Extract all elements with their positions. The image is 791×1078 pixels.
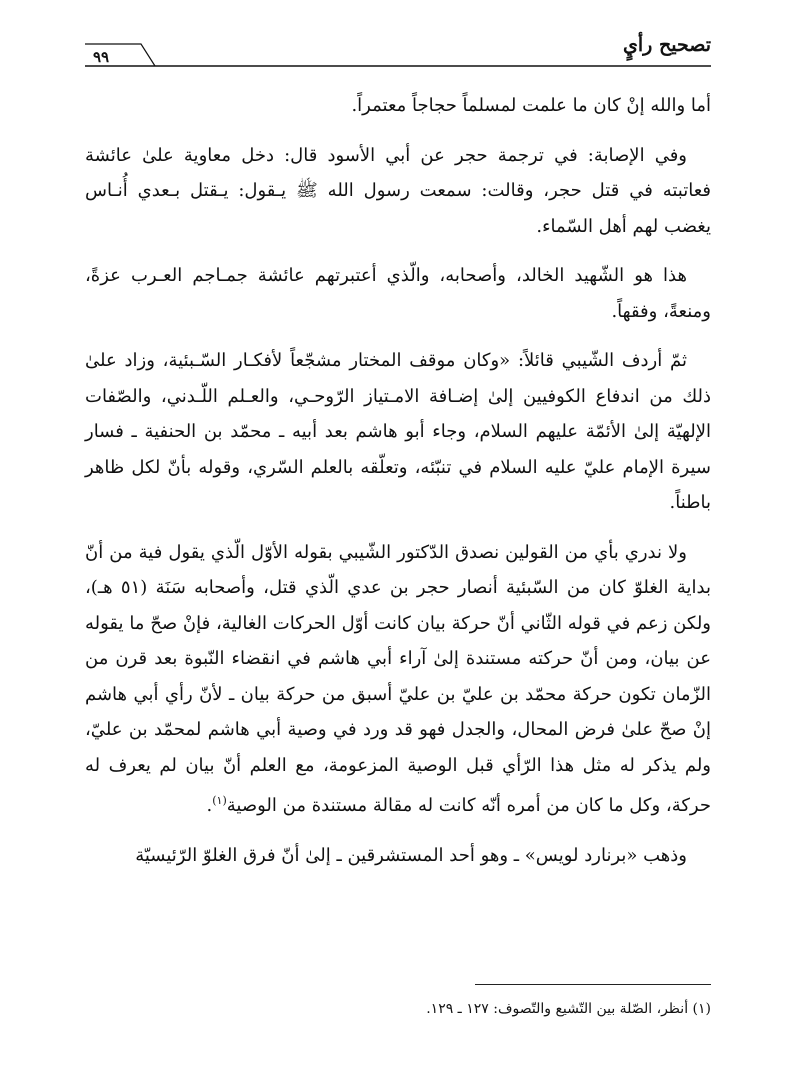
footnote-reference[interactable]: (١) (212, 794, 227, 807)
page-number: ٩٩ (93, 48, 110, 66)
paragraph-text: ولا ندري بأي من القولين نصدق الدّكتور الشّيبي بقوله الأوّل الّذي يقول فية من أنّ بداية الغلوّ كان من السّبئية أنصار حجر بن عدي الّذي قتل، وأصحابه سَنَة (٥١ هـ)، ولكن زعم في قوله الثّاني أنّ حركة بيان كانت أوّل الحركات الغالية، فإنْ صحّ ما يقوله عن بيان، ومن أنّ حركته مستندة إلىٰ آراء أبي هاشم في انقضاء النّبوة بعد قرن من الزّمان تكون حركة محمّد بن عليّ بن عليّ أسبق من حركة بيان ـ لأنّ رأي أبي هاشم إنْ صحّ علىٰ فرض المحال، والجدل فهو قد ورد في وصية أبي هاشم لمحمّد بن عليّ، ولم يذكر له مثل هذا الرّأي قبل الوصية المزعومة، مع العلم أنّ بيان لم يعرف له حركة، وكل ما كان من أمره أنّه كانت له مقالة مستندة من الوصية (85, 541, 711, 816)
paragraph: ولا ندري بأي من القولين نصدق الدّكتور الشّيبي بقوله الأوّل الّذي يقول فية من أنّ بداية الغلوّ كان من السّبئية أنصار حجر بن عدي الّذي قتل، وأصحابه سَنَة (٥١ هـ)، ولكن زعم في قوله الثّاني أنّ حركة بيان كانت أوّل الحركات الغالية، فإنْ صحّ ما يقوله عن بيان، ومن أنّ حركته مستندة إلىٰ آراء أبي هاشم في انقضاء النّبوة بعد قرن من الزّمان تكون حركة محمّد بن عليّ بن عليّ أسبق من حركة بيان ـ لأنّ رأي أبي هاشم إنْ صحّ علىٰ فرض المحال، والجدل فهو قد ورد في وصية أبي هاشم لمحمّد بن عليّ، ولم يذكر له مثل هذا الرّأي قبل الوصية المزعومة، مع العلم أنّ بيان لم يعرف له حركة، وكل ما كان من أمره أنّه كانت له مقالة مستندة من الوصية$^{(١)}$. (85, 541, 711, 816)
paragraph: أما والله إنْ كان ما علمت لمسلماً حجاجاً معتمراً. (351, 95, 711, 116)
paragraph: هذا هو الشّهيد الخالد، وأصحابه، والّذي أعتبرتهم عائشة جمـاجم العـرب عزةً، ومنعةً، وفقهاً. (85, 265, 711, 322)
body-text (85, 88, 711, 887)
paragraph: ثمّ أردف الشّيبي قائلاً: «وكان موقف المختار مشجّعاً لأفكـار السّـبئية، وزاد علىٰ ذلك من اندفاع الكوفيين إلىٰ إضـافة الامـتياز الرّوحـي، والعـلم اللّـدني، والصّفات الإلهيّة إلىٰ الأئمّة عليهم السلام، وجاء أبو هاشم بعد أبيه ـ محمّد بن الحنفية ـ فسار سيرة الإمام عليّ عليه السلام في تنبّئه، وتعلّقه بالعلم السّري، وقوله بأنّ لكل ظاهر باطناً. (85, 350, 711, 513)
running-title: تصحيح رأيٍ (623, 34, 711, 56)
page-header (85, 30, 711, 70)
footnote-divider (475, 984, 711, 985)
paragraph: وذهب «برنارد لويس» ـ وهو أحد المستشرقين ـ إلىٰ أنّ فرق الغلوّ الرّئيسيّة (135, 844, 687, 866)
footnote: (١) أنظر، الصّلة بين التّشيع والتّصوف: ١٢٧ ـ ١٢٩. (426, 1001, 711, 1017)
header-rule-graphic (85, 30, 711, 70)
paragraph: وفي الإصابة: في ترجمة حجر عن أبي الأسود قال: دخل معاوية علىٰ عائشة فعاتبته في قتل حجر، وقالت: سمعت رسول الله ﷺ يـقول: يـقتل بـعدي أُنـاس يغضب لهم أهل السّماء. (85, 144, 711, 237)
